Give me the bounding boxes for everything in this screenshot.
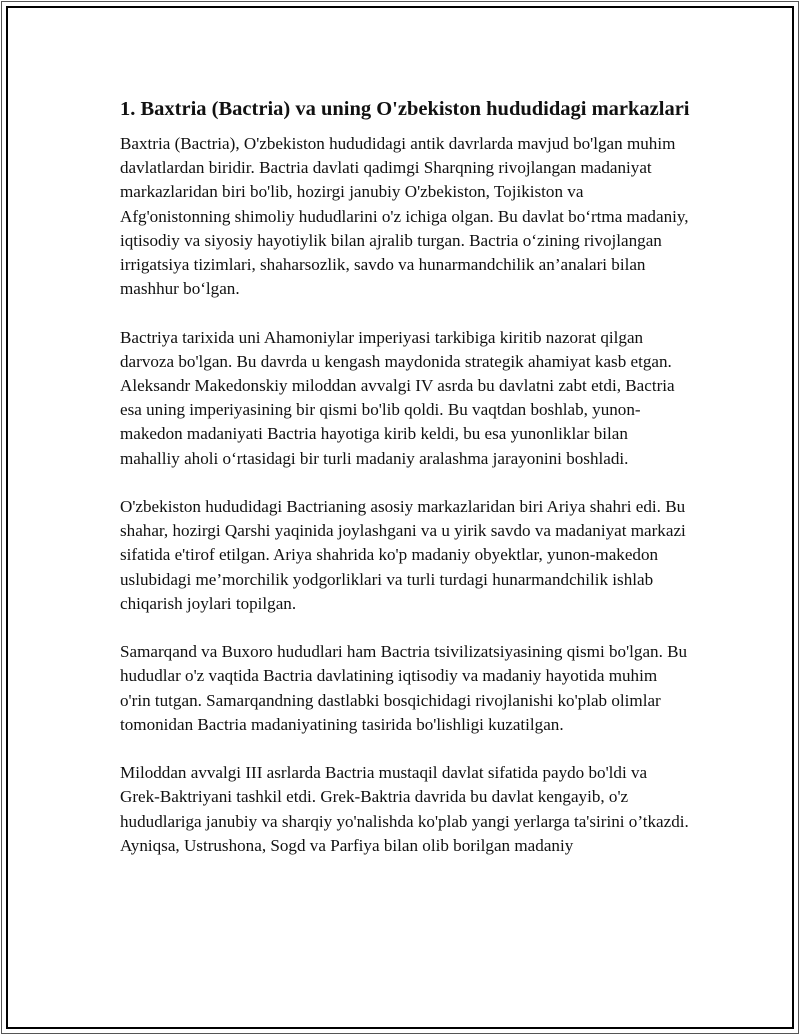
paragraph-1: Baxtria (Bactria), O'zbekiston hududidagi antik davrlarda mavjud bo'lgan muhim davlatlardan biridir. Bactria davlati qadimgi Sharqning rivojlangan madaniyat markazlaridan biri bo'lib, hozirgi janubiy O'zbekiston, Tojikiston va Afg'onistonning shimoliy hududlarini o'z ichiga olgan. Bu davlat bo‘rtma madaniy, iqtisodiy va siyosiy hayotiylik bilan ajralib turgan. Bactria o‘zining rivojlangan irrigatsiya tizimlari, shaharsozlik, savdo va hunarmandchilik an’analari bilan mashhur bo‘lgan. — [120, 134, 689, 299]
paragraph-3: O'zbekiston hududidagi Bactrianing asosiy markazlaridan biri Ariya shahri edi. Bu shahar, hozirgi Qarshi yaqinida joylashgani va u yirik savdo va madaniyat markazi sifatida e'tirof etilgan. Ariya shahrida ko'p madaniy obyektlar, yunon-makedon uslubidagi me’morchilik yodgorliklari va turli turdagi hunarmandchilik ishlab chiqarish joylari topilgan. — [120, 497, 686, 613]
paragraph-5: Miloddan avvalgi III asrlarda Bactria mustaqil davlat sifatida paydo bo'ldi va Grek-Baktriyani tashkil etdi. Grek-Baktria davrida bu davlat kengayib, o'z hududlariga janubiy va sharqiy yo'nalishda ko'plab yangi yerlarga ta'sirini o’tkazdi. Ayniqsa, Ustrushona, Sogd va Parfiya bilan olib borilgan madaniy — [120, 763, 689, 855]
paragraph-4: Samarqand va Buxoro hududlari ham Bactria tsivilizatsiyasining qismi bo'lgan. Bu hududlar o'z vaqtida Bactria davlatining iqtisodiy va madaniy hayotida muhim o'rin tutgan. Samarqandning dastlabki bosqichidagi rivojlanishi ko'plab olimlar tomonidan Bactria madaniyatining tasirida bo'lishligi kuzatilgan. — [120, 642, 688, 734]
page-frame — [1, 1, 799, 1034]
paragraph-2: Bactriya tarixida uni Ahamoniylar imperiyasi tarkibiga kiritib nazorat qilgan darvoza bo'lgan. Bu davrda u kengash maydonida strategik ahamiyat kasb etgan. Aleksandr Makedonskiy miloddan avvalgi IV asrda bu davlatni zabt etdi, Bactria esa uning imperiyasining bir qismi bo'lib qoldi. Bu vaqtdan boshlab, yunon-makedon madaniyati Bactria hayotiga kirib keldi, bu esa yunonliklar bilan mahalliy aholi o‘rtasidagi bir turli madaniy aralashma jarayonini boshladi. — [120, 327, 675, 468]
document-body — [120, 96, 690, 882]
page-title: 1. Baxtria (Bactria) va uning O'zbekiston hududidagi markazlari — [120, 98, 690, 120]
